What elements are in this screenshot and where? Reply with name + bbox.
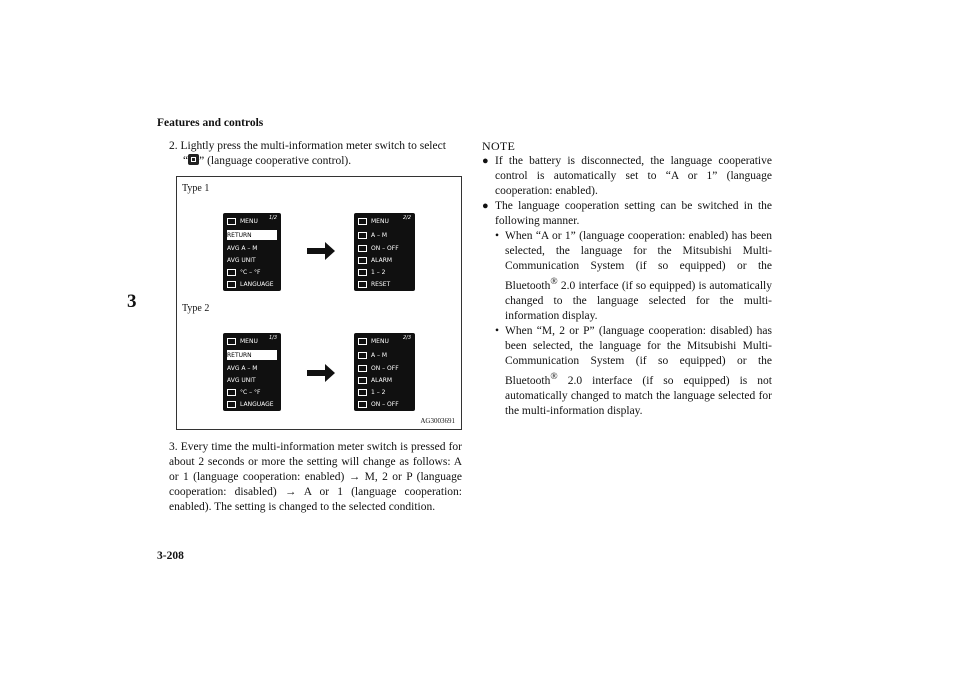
turn-signal-icon	[358, 269, 367, 276]
lcd-type1-page2: MENU 2/2 A – M ON – OFF ALARM 1 – 2 RESET	[354, 213, 415, 291]
turn-signal-icon	[358, 389, 367, 396]
lcd-page-indicator: 1/2	[268, 215, 277, 221]
step-3: 3. Every time the multi-information meter switch is pressed for about 2 seconds or more the setting will change as follows: A or 1 (language cooperation: enabled) → M, 2 or P (language cooperation: disabled) → A or 1 (language cooperation: enabled). The setting is changed to the selected condition.	[169, 441, 462, 513]
lcd-type2-page2: MENU 2/3 A – M ON – OFF ALARM 1 – 2 ON – OFF	[354, 333, 415, 411]
language-icon	[358, 352, 367, 359]
language-icon	[227, 281, 236, 288]
speaker-icon	[358, 245, 367, 252]
thermometer-icon	[227, 389, 236, 396]
page-header: Features and controls	[157, 117, 264, 129]
page-number: 3-208	[157, 550, 184, 562]
note-sub-item-1: • When “A or 1” (language cooperation: enabled) has been selected, the language for the Mitsubishi Multi-Communication System (if so equipped) or the Bluetooth® 2.0 interface (if so equipped) is automatically changed to the language selected for the multi-information display.	[495, 230, 772, 322]
menu-icon	[227, 218, 236, 225]
menu-icon	[227, 338, 236, 345]
type-2-label: Type 2	[182, 303, 210, 314]
arrow-right-icon	[307, 363, 335, 383]
lcd-page-indicator: 2/2	[402, 215, 411, 221]
coffee-icon	[358, 377, 367, 384]
step-2-line-1: 2. Lightly press the multi-information meter switch to select	[169, 140, 446, 152]
figure-code: AG3003691	[420, 417, 455, 425]
chapter-number: 3	[127, 291, 137, 312]
lcd-page-indicator: 1/3	[268, 335, 277, 341]
menu-icon	[358, 218, 367, 225]
coffee-icon	[358, 257, 367, 264]
thermometer-icon	[227, 269, 236, 276]
speaker-icon	[358, 365, 367, 372]
note-title: NOTE	[482, 139, 516, 153]
key-icon	[358, 401, 367, 408]
note-sub-item-2: • When “M, 2 or P” (language cooperation: disabled) has been selected, the language for the Mitsubishi Multi-Communication System (if so equipped) or the Bluetooth® 2.0 interface (if so equipped) is not automatically changed to match the language selected for the multi-information display.	[495, 324, 772, 417]
note-bullet-2: ● The language cooperation setting can be switched in the following manner.	[482, 200, 772, 227]
step-2	[169, 139, 462, 169]
language-icon	[227, 401, 236, 408]
menu-icon	[358, 338, 367, 345]
note-bullet-1: ● If the battery is disconnected, the language cooperative control is automatically set to “A or 1” (language cooperation: enabled).	[482, 155, 772, 197]
language-cooperative-icon	[188, 154, 199, 165]
lcd-page-indicator: 2/3	[402, 335, 411, 341]
reset-icon	[358, 281, 367, 288]
lcd-type1-page1: MENU 1/2 RETURN AVG A – M AVG UNIT °C – °F LANGUAGE	[223, 213, 281, 291]
note-section	[482, 139, 772, 419]
language-icon	[358, 232, 367, 239]
lcd-type2-page1: MENU 1/3 RETURN AVG A – M AVG UNIT °C – °F LANGUAGE	[223, 333, 281, 411]
menu-figure	[176, 176, 462, 430]
type-1-label: Type 1	[182, 183, 210, 194]
step-2-line-2: “ ” (language cooperative control).	[183, 155, 352, 167]
arrow-right-icon	[307, 241, 335, 261]
